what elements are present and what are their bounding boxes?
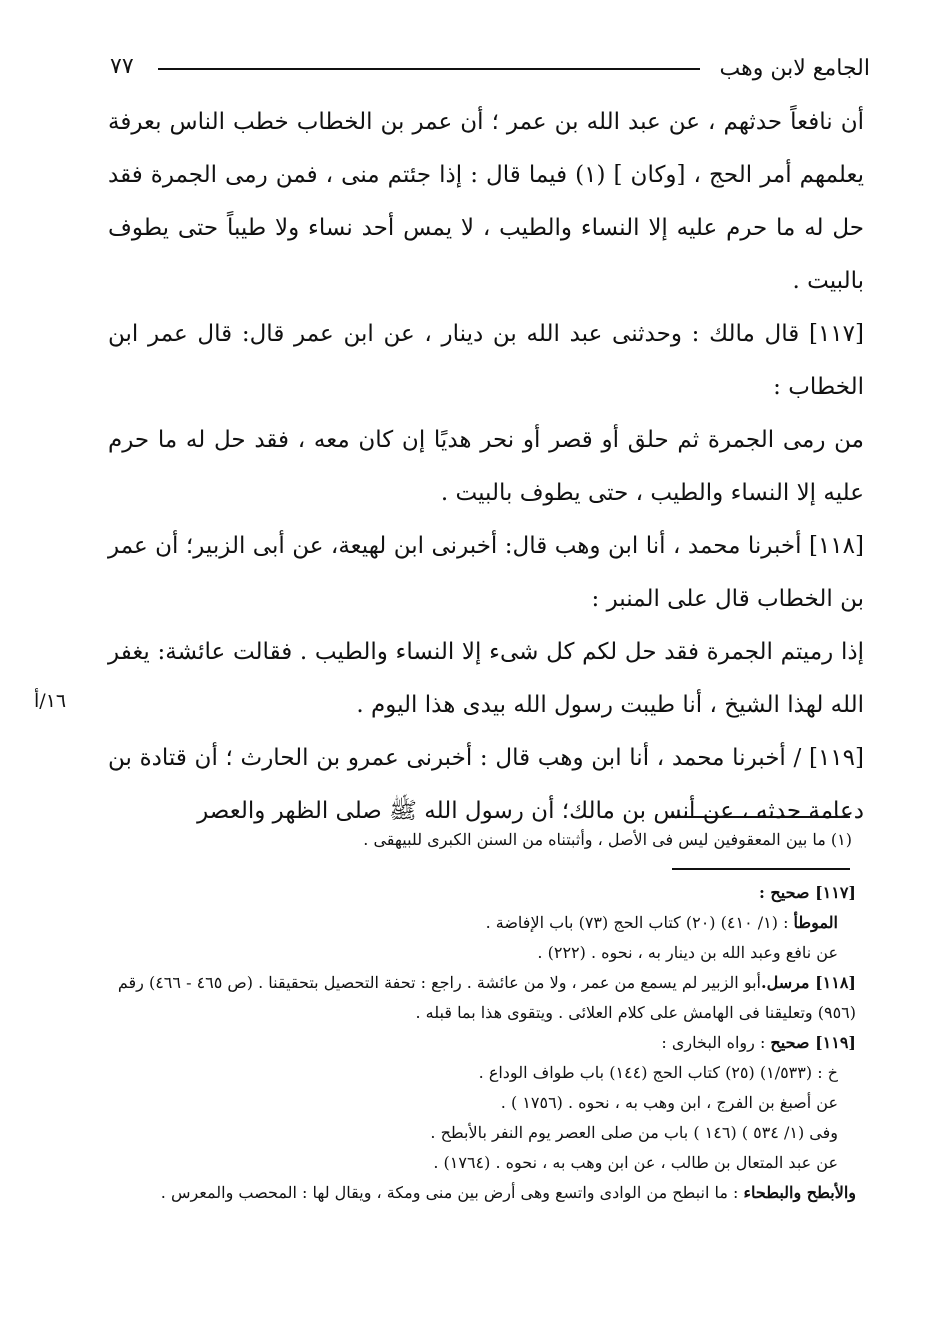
note-117-heading: [١١٧] صحيح : xyxy=(758,883,856,902)
note-119-line3: وفى (١/ ٥٣٤ ) (١٤٦ ) باب من صلى العصر يوم النفر بالأبطح . xyxy=(430,1123,838,1142)
gloss-term: والأبطح والبطحاء xyxy=(743,1183,856,1202)
note-117-source: الموطأ xyxy=(793,913,838,932)
notes-rule xyxy=(672,868,850,870)
manuscript-folio-note: ١٦/أ xyxy=(34,690,67,712)
takhrij-notes xyxy=(96,878,856,1208)
gloss-definition: : ما انبطح من الوادى واتسع وهى أرض بين منى ومكة ، ويقال لها : المحصب والمعرس . xyxy=(160,1183,739,1202)
note-117-line1: : (١/ ٤١٠) (٢٠) كتاب الحج (٧٣) باب الإفاضة . xyxy=(485,913,789,932)
note-119-heading-rest: : رواه البخارى : xyxy=(661,1033,766,1052)
paragraph-1: أن نافعاً حدثهم ، عن عبد الله بن عمر ؛ أن عمر بن الخطاب خطب الناس بعرفة يعلمهم أمر الحج ، [وكان ] (١) فيما قال : إذا جئتم منى ، فمن رمى الجمرة فقد حل له ما حرم عليه إلا النساء والطيب ، لا يمس أحد نساء ولا طيباً حتى يطوف بالبيت . xyxy=(108,109,864,294)
note-119-heading: [١١٩] صحيح xyxy=(770,1033,856,1052)
note-119-line1: خ : (١/٥٣٣) (٢٥) كتاب الحج (١٤٤) باب طواف الوداع . xyxy=(478,1063,838,1082)
footnote-rule xyxy=(672,816,850,818)
note-117-line2: عن نافع وعبد الله بن دينار به ، نحوه . (٢٢٢) . xyxy=(537,943,838,962)
paragraph-3: من رمى الجمرة ثم حلق أو قصر أو نحر هديًا إن كان معه ، فقد حل له ما حرم عليه إلا النساء والطيب ، حتى يطوف بالبيت . xyxy=(108,427,864,506)
main-text xyxy=(108,96,864,838)
note-118-text: أبو الزبير لم يسمع من عمر ، ولا من عائشة . راجع : تحفة التحصيل بتحقيقنا . (ص ٤٦٥ - ٤٦٦) رقم (٩٥٦) وتعليقنا فى الهامش على كلام العلائى . ويتقوى هذا بما قبله . xyxy=(117,973,856,1022)
paragraph-5: إذا رميتم الجمرة فقد حل لكم كل شىء إلا النساء والطيب . فقالت عائشة: يغفر الله لهذا الشيخ ، أنا طيبت رسول الله بيدى هذا اليوم . xyxy=(108,639,864,718)
note-119-line2: عن أصبغ بن الفرج ، ابن وهب به ، نحوه . (١٧٥٦ ) . xyxy=(500,1093,838,1112)
note-118-heading: [١١٨] مرسل. xyxy=(761,973,856,992)
running-header xyxy=(110,52,870,92)
hadith-118: [١١٨] أخبرنا محمد ، أنا ابن وهب قال: أخبرنى ابن لهيعة، عن أبى الزبير؛ أن عمر بن الخطاب قال على المنبر : xyxy=(108,533,864,612)
header-rule xyxy=(158,68,700,70)
page-number: ٧٧ xyxy=(110,54,134,79)
hadith-117: [١١٧] قال مالك : وحدثنى عبد الله بن دينار ، عن ابن عمر قال: قال عمر ابن الخطاب : xyxy=(108,321,864,400)
hadith-119: [١١٩] / أخبرنا محمد ، أنا ابن وهب قال : أخبرنى عمرو بن الحارث ؛ أن قتادة بن دعامة حدثه ، عن أنس بن مالك؛ أن رسول الله ﷺ صلى الظهر والعصر xyxy=(108,745,864,824)
book-title: الجامع لابن وهب xyxy=(719,56,870,81)
footnote-1: (١) ما بين المعقوفين ليس فى الأصل ، وأثبتناه من السنن الكبرى للبيهقى . xyxy=(363,830,852,849)
note-119-line4: عن عبد المتعال بن طالب ، عن ابن وهب به ، نحوه . (١٧٦٤) . xyxy=(433,1153,838,1172)
